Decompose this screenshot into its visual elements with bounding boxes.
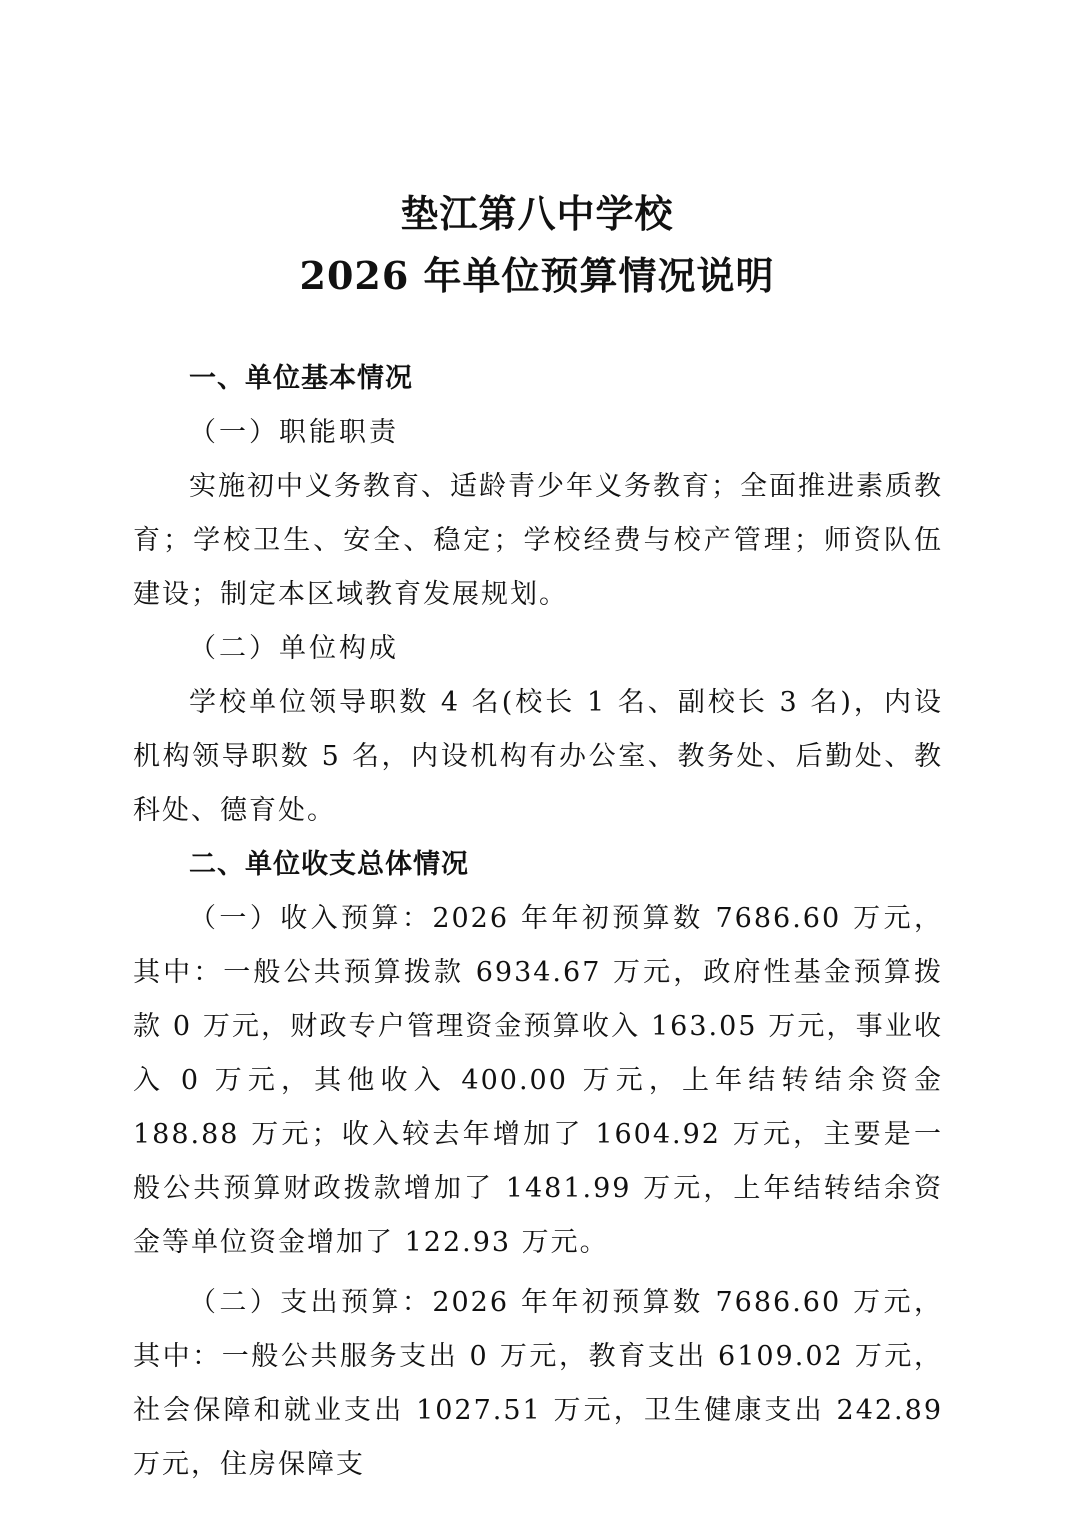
- document-title: [0, 183, 1074, 307]
- title-line-2: 2026 年单位预算情况说明: [299, 253, 775, 298]
- section-2-para-1: （一）收入预算：2026 年年初预算数 7686.60 万元，其中：一般公共预算拨款 6934.67 万元，政府性基金预算拨款 0 万元，财政专户管理资金预算收入 163.05 万元，事业收入 0 万元，其他收入 400.00 万元，上年结转结余资金 188.88 万元；收入较去年增加了 1604.92 万元，主要是一般公共预算财政拨款增加了 1481.99 万元，上年结转结余资金等单位资金增加了 122.93 万元。: [133, 903, 943, 1258]
- section-1-sub-2: （二）单位构成: [189, 633, 399, 664]
- document-body: [133, 352, 943, 1492]
- title-line-1: 垫江第八中学校: [400, 191, 674, 236]
- section-1-para-2: 学校单位领导职数 4 名(校长 1 名、副校长 3 名)，内设机构领导职数 5 名，内设机构有办公室、教务处、后勤处、教科处、德育处。: [133, 687, 943, 826]
- section-1-para-1: 实施初中义务教育、适龄青少年义务教育；全面推进素质教育；学校卫生、安全、稳定；学校经费与校产管理；师资队伍建设；制定本区域教育发展规划。: [133, 471, 943, 610]
- section-1-sub-1: （一）职能职责: [189, 417, 399, 448]
- section-2-heading: 二、单位收支总体情况: [189, 849, 469, 880]
- section-1-heading: 一、单位基本情况: [189, 363, 413, 394]
- section-2-para-2: （二）支出预算：2026 年年初预算数 7686.60 万元，其中：一般公共服务支出 0 万元，教育支出 6109.02 万元，社会保障和就业支出 1027.51 万元，卫生健康支出 242.89 万元，住房保障支: [133, 1287, 943, 1480]
